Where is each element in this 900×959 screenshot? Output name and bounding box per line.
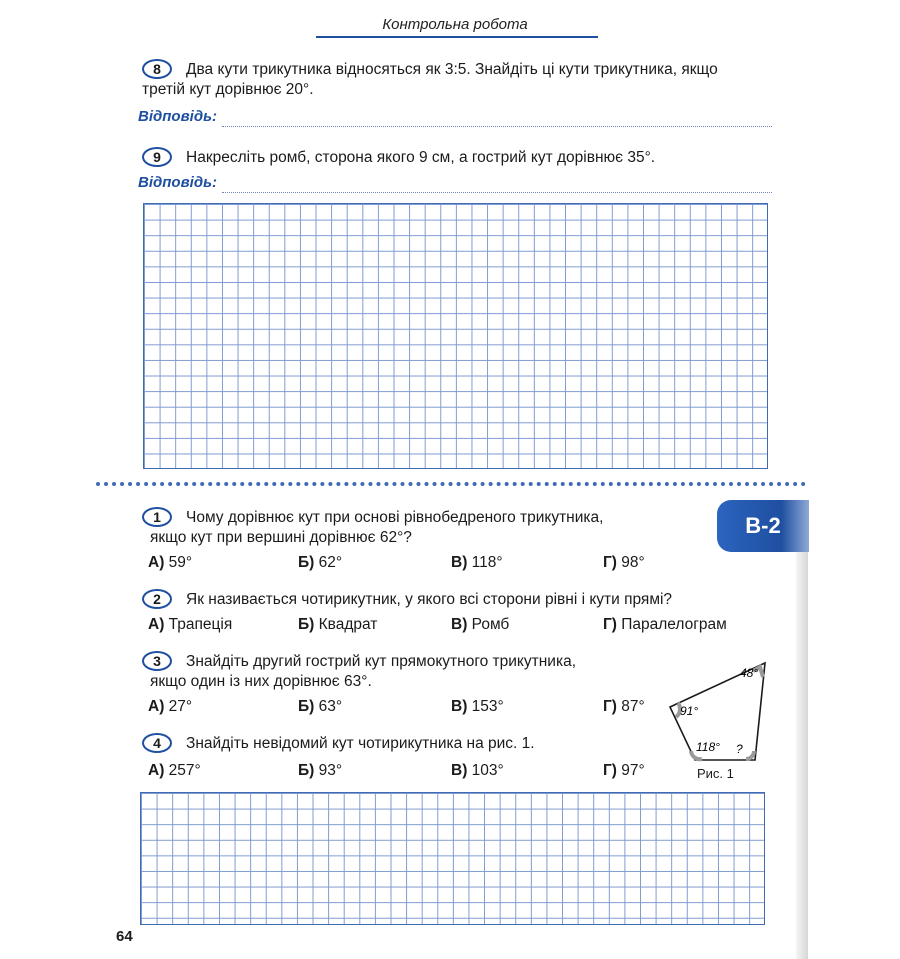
question-4-option-a[interactable]: А) 257°	[148, 762, 201, 779]
page-header-title: Контрольна робота	[382, 16, 528, 33]
question-2-option-b[interactable]: Б) Квадрат	[298, 616, 378, 633]
question-4-option-d[interactable]: Г) 97°	[603, 762, 645, 779]
page-edge-shadow	[796, 552, 808, 959]
question-2-number: 2	[142, 589, 172, 609]
question-3-option-c[interactable]: В) 153°	[451, 698, 504, 715]
angle-mark-bottom-right	[746, 751, 754, 759]
question-1-option-c[interactable]: В) 118°	[451, 554, 503, 571]
question-3-number: 3	[142, 651, 172, 671]
question-4-text: Знайдіть невідомий кут чотирикутника на рис. 1.	[186, 735, 535, 752]
question-9-answer-line[interactable]	[222, 192, 772, 193]
question-8-text-line2: третій кут дорівнює 20°.	[142, 81, 314, 98]
question-3-option-b[interactable]: Б) 63°	[298, 698, 343, 715]
page-number: 64	[116, 928, 133, 945]
header-rule	[316, 36, 598, 38]
question-9-number: 9	[142, 147, 172, 167]
angle-label-top: 48°	[740, 666, 759, 680]
question-2-option-c[interactable]: В) Ромб	[451, 616, 510, 633]
question-3-text-line2: якщо один із них дорівнює 63°.	[150, 673, 372, 690]
question-4-option-c[interactable]: В) 103°	[451, 762, 504, 779]
question-8-text-line1: Два кути трикутника відносяться як 3:5. Знайдіть ці кути трикутника, якщо	[186, 61, 718, 78]
answer-grid-bottom[interactable]	[140, 792, 765, 925]
question-1-text-line2: якщо кут при вершині дорівнює 62°?	[150, 529, 412, 546]
question-3-option-a[interactable]: А) 27°	[148, 698, 193, 715]
question-1-option-d[interactable]: Г) 98°	[603, 554, 645, 571]
question-8-answer-label: Відповідь:	[138, 108, 217, 125]
question-1-option-a[interactable]: А) 59°	[148, 554, 193, 571]
question-8-answer-line[interactable]	[222, 126, 772, 127]
question-2-text: Як називається чотирикутник, у якого всі сторони рівні і кути прямі?	[186, 591, 673, 608]
answer-grid-top[interactable]	[143, 203, 768, 469]
question-1-option-b[interactable]: Б) 62°	[298, 554, 343, 571]
question-3-option-d[interactable]: Г) 87°	[603, 698, 645, 715]
question-1-number: 1	[142, 507, 172, 527]
question-4-number: 4	[142, 733, 172, 753]
angle-label-unknown: ?	[736, 742, 743, 756]
figure-1-caption: Рис. 1	[697, 766, 734, 781]
question-2-option-a[interactable]: А) Трапеція	[148, 616, 233, 633]
question-3-text-line1: Знайдіть другий гострий кут прямокутного трикутника,	[186, 653, 577, 670]
angle-label-bottom-left: 118°	[696, 740, 720, 754]
question-9-text: Накресліть ромб, сторона якого 9 см, а гострий кут дорівнює 35°.	[186, 149, 656, 166]
question-9-answer-label: Відповідь:	[138, 174, 217, 191]
angle-label-left: 91°	[680, 704, 699, 718]
section-separator	[96, 482, 806, 486]
question-1-text-line1: Чому дорівнює кут при основі рівнобедреного трикутника,	[186, 509, 604, 526]
question-4-option-b[interactable]: Б) 93°	[298, 762, 343, 779]
question-2-option-d[interactable]: Г) Паралелограм	[603, 616, 727, 633]
question-8-number: 8	[142, 59, 172, 79]
variant-tab: В-2	[717, 500, 809, 552]
